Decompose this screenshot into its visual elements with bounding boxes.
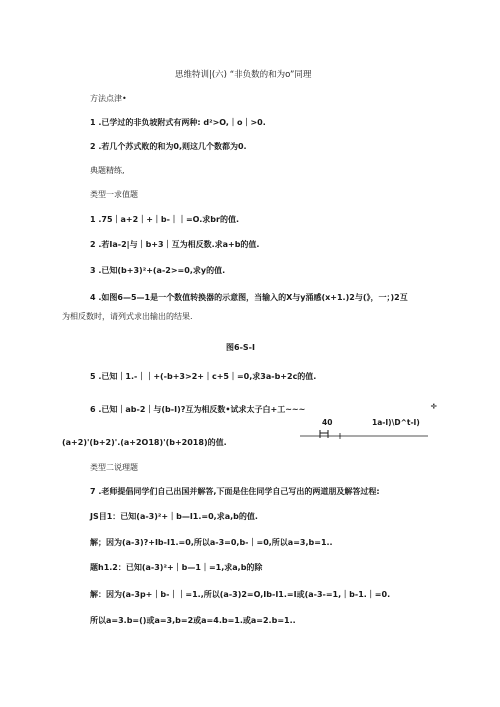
section-type2-heading: 类型二说理题 bbox=[90, 463, 138, 472]
problem-6-continued: (a+2)'(b+2)'.(a+2O18)'(b+2018)的值. bbox=[62, 438, 227, 447]
page-title: 思维特训|(六) “非负数的和为o”同理 bbox=[175, 70, 312, 80]
problem-5: 5 .已知｜1.-｜｜+(-b+3>2+｜c+5｜=0,求3a-b+2c的值. bbox=[90, 372, 317, 381]
problem-7-question-1: JS目1：已知(a-3)²+｜b—I1.=0,求a,b的值. bbox=[90, 512, 258, 521]
problem-7-solution-2: 解：因为(a-3p+｜b-｜｜=1.,所以(a-3)2=O,Ib-I1.=I或(a-3-=1,｜b-1.｜=0. bbox=[90, 590, 391, 599]
problem-7-solution-2-result: 所以a=3.b=()或a=3,b=2或a=4.b=1.或a=2.b=1.. bbox=[90, 616, 296, 625]
method-item-1: 1 .已学过的非负坡附式有两种: d²>O,｜o｜>0. bbox=[90, 118, 266, 127]
problem-4: 4 .如图6—5—1是一个数值转换器的示意图，当输入的X与y涌感(x+1.)2与(》，一；)2互 bbox=[90, 293, 408, 302]
section-method-heading: 方法点津• bbox=[90, 94, 127, 103]
diagram-label-input: 40 bbox=[322, 418, 333, 427]
converter-diagram-lines bbox=[300, 430, 440, 452]
section-examples-heading: 典题精练, bbox=[90, 166, 125, 175]
section-type1-heading: 类型一求值题 bbox=[90, 190, 138, 199]
problem-6: 6 .已知｜ab-2｜与(b-I)?互为相反数•试求太子白+工~~~ bbox=[90, 405, 306, 414]
diagram-label-divide: ÷ bbox=[430, 402, 438, 412]
problem-7-solution-1: 解；因为(a-3)?+Ib-I1.=0,所以a-3=0,b-｜=0,所以a=3,b=1.. bbox=[90, 538, 333, 547]
problem-3: 3 .已知(b+3)²+(a-2>=0,求y的值. bbox=[90, 266, 226, 275]
problem-7-question-2: 题h1.2：已知(a-3)²+｜b—1｜=1,求a,b的除 bbox=[90, 563, 263, 572]
problem-2: 2 .若Ia-2|与｜b+3｜互为相反数.求a+b的值. bbox=[90, 240, 260, 249]
figure-caption: 图6-S-I bbox=[226, 343, 255, 352]
problem-1: 1 .75｜a+2｜+｜b-｜｜=O.求br的值. bbox=[90, 215, 240, 224]
converter-diagram bbox=[300, 430, 440, 452]
problem-7: 7 .老师提倡同学们自己出国并解答,下面是住住同学自己写出的两道朋及解答过程: bbox=[90, 487, 380, 496]
problem-4-continued: 为相反数时，请列式求出输出的结果. bbox=[62, 312, 193, 321]
diagram-label-expression: 1a-I)\D^t-I) bbox=[372, 418, 420, 427]
method-item-2: 2 .若几个苏式败的和为0,则这几个数都为0. bbox=[90, 142, 247, 151]
